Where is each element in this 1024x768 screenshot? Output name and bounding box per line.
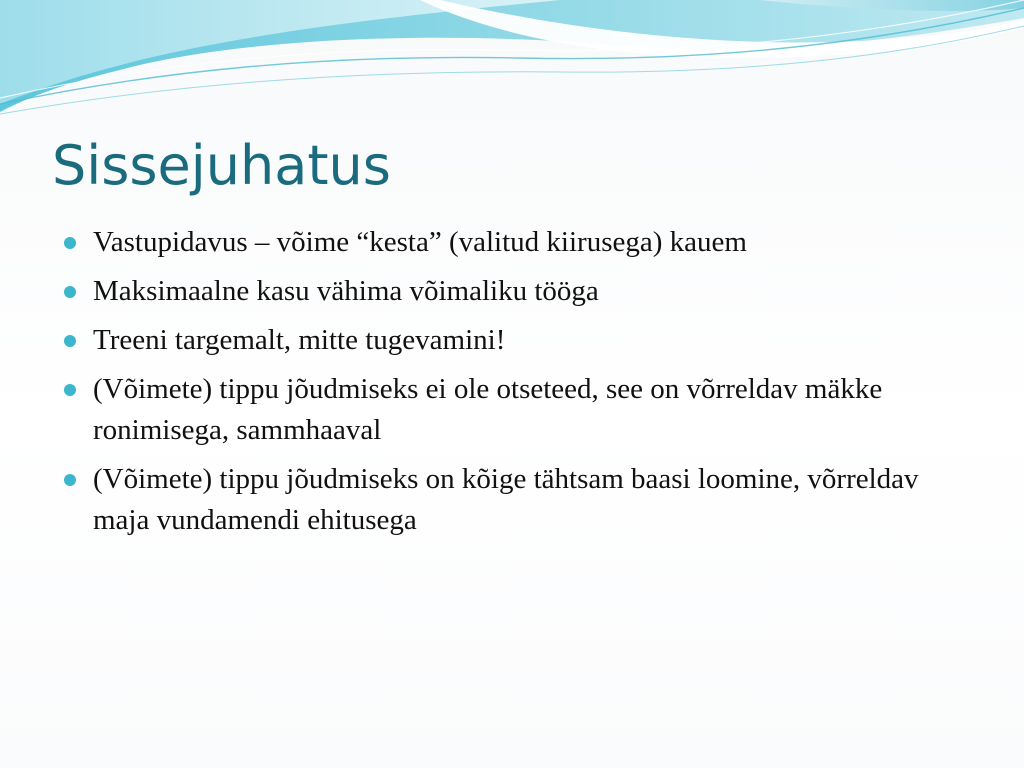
bullet-item [60, 222, 960, 263]
bullet-item [60, 459, 960, 541]
bullet-text: Vastupidavus – võime “kesta” (valitud kiirusega) kauem [93, 226, 747, 258]
bullet-dot-icon [64, 335, 76, 347]
slide-title: Sissejuhatus [52, 134, 391, 197]
bullet-text: (Võimete) tippu jõudmiseks on kõige tähtsam baasi loomine, võrreldav maja vundamendi ehitusega [93, 463, 919, 536]
bullet-dot-icon [64, 237, 76, 249]
bullet-text: Maksimaalne kasu vähima võimaliku tööga [93, 275, 599, 307]
bullet-dot-icon [64, 474, 76, 486]
wave-decoration [0, 0, 1024, 130]
bullet-item [60, 320, 960, 361]
bullet-text: Treeni targemalt, mitte tugevamini! [93, 324, 506, 356]
bullet-item [60, 369, 960, 451]
bullet-text: (Võimete) tippu jõudmiseks ei ole otseteed, see on võrreldav mäkke ronimisega, sammhaaval [93, 373, 883, 446]
bullet-dot-icon [64, 384, 76, 396]
bullet-list [60, 222, 960, 549]
bullet-item [60, 271, 960, 312]
bullet-dot-icon [64, 286, 76, 298]
